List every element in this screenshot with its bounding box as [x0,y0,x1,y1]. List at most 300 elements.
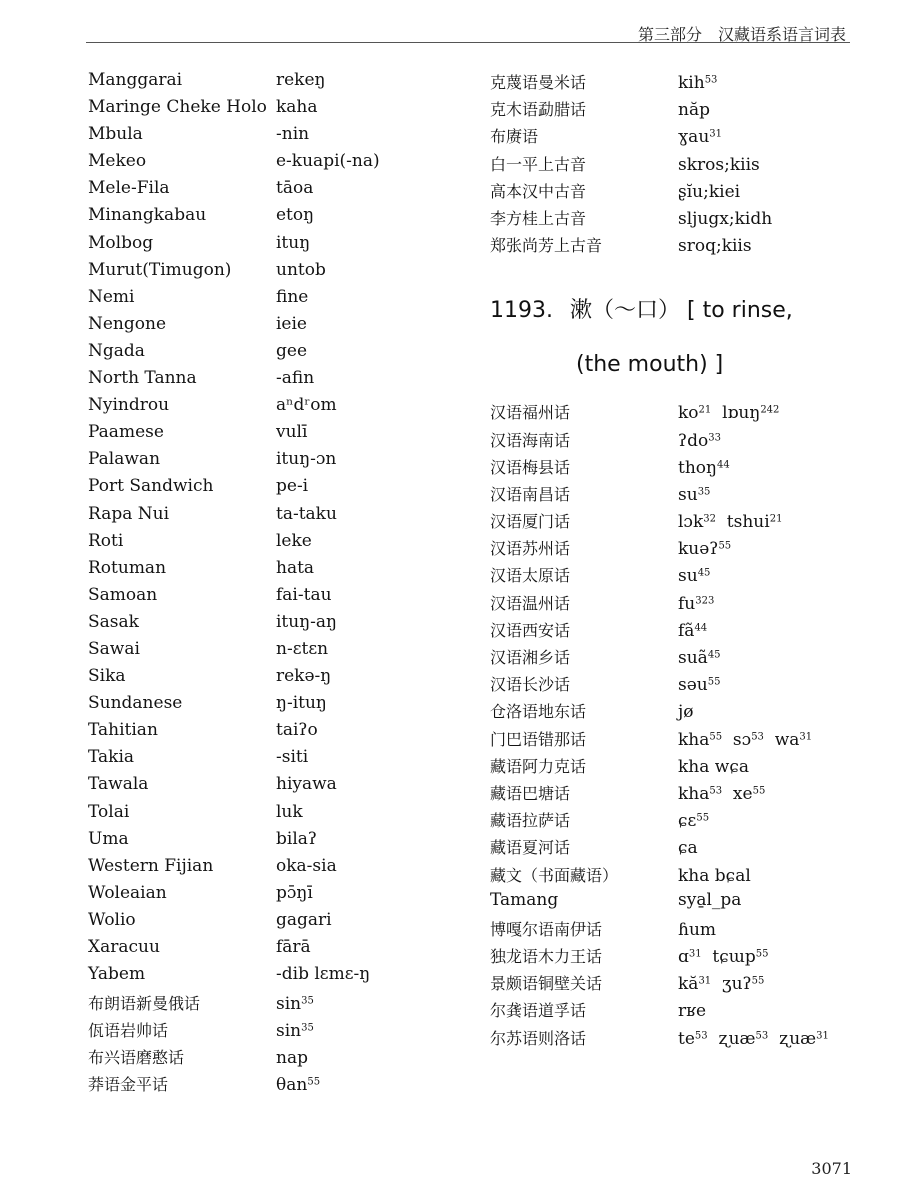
word-form [276,829,317,849]
list-item [490,152,850,179]
tone-mark: 21 [769,513,783,525]
language-name: 藏语巴塘话 [490,783,571,803]
form-text: te [678,1028,695,1049]
language-name: Roti [88,530,124,551]
word-form [276,260,326,280]
word-form [276,504,337,524]
word-form [678,648,721,668]
language-name: Manggarai [88,70,183,90]
list-item [88,910,448,937]
word-form [276,639,328,659]
form-text: kha [678,783,710,804]
form-text: fã [678,620,695,641]
form-text: -afin [276,368,315,389]
word-form [678,675,720,695]
form-text: ʐuæ [768,1028,817,1049]
language-name: Port Sandwich [88,476,214,497]
form-text: ɕa [678,838,698,859]
form-text: ʔdo [678,430,709,451]
language-name: 郑张尚芳上古音 [490,236,603,256]
word-form [678,458,730,478]
language-name: 克蔑语曼米话 [490,73,587,92]
word-form [276,937,311,957]
list-item [88,1072,448,1099]
form-text: rekeŋ [276,70,326,90]
word-form [678,431,721,451]
language-name: Woleaian [88,882,167,903]
list-item [490,618,850,645]
form-text: oka-sia [276,855,337,876]
list-item [88,774,448,801]
word-form [276,994,314,1014]
language-name: Nengone [88,313,167,334]
language-name: Takia [88,747,135,768]
list-item [88,612,448,639]
language-name: Mbula [88,124,143,145]
list-item [490,971,850,998]
list-item [490,835,850,862]
list-item [490,727,850,754]
list-item [490,998,850,1025]
language-name: Tawala [88,774,149,795]
tone-mark: 323 [695,595,715,607]
language-name: 汉语南昌话 [490,484,571,504]
form-text: kuəʔ [678,539,719,560]
list-item [490,808,850,835]
language-name: 汉语温州话 [490,593,571,613]
form-text: jø [678,702,694,723]
list-item [88,1018,448,1045]
word-form [678,209,772,229]
form-text: fu [678,593,696,614]
list-item [88,585,448,612]
list-item [490,206,850,233]
form-text: sin [276,1021,302,1042]
list-item [88,70,448,97]
form-text: səu [678,675,708,696]
list-item [490,179,850,206]
list-item [88,802,448,829]
list-item [490,672,850,699]
list-item [88,558,448,585]
word-form [276,964,370,984]
word-form [678,512,782,532]
form-text: -nin [276,124,310,145]
language-name: 仓洛语地东话 [490,702,587,722]
language-name: 汉语梅县话 [490,457,571,477]
word-form [276,70,326,90]
word-form [276,856,337,876]
list-item [490,591,850,618]
word-form [276,178,313,198]
language-name: 藏文（书面藏语） [490,865,619,885]
entry-gloss-line1: [ to rinse, [687,298,793,324]
list-item [490,124,850,151]
language-name: Sika [88,666,126,687]
form-text: năp [678,100,710,121]
language-name: Mekeo [88,151,147,172]
list-item [88,476,448,503]
language-name: 汉语湘乡话 [490,648,571,667]
form-text: xe [722,783,753,804]
word-form [276,693,327,713]
form-text: ɣau [678,127,710,148]
list-item [88,151,448,178]
language-name: North Tanna [88,368,197,389]
form-text: ʒuʔ [711,974,752,995]
form-text: ieie [276,313,307,334]
list-item [88,531,448,558]
word-form [678,974,764,994]
tone-mark: 35 [301,1022,314,1034]
form-text: θan [276,1075,308,1096]
word-form [678,702,694,722]
entry-headword: 漱（～口） [569,298,680,324]
form-text: lɔk [678,512,704,533]
language-name: 尔龚语道孚话 [490,1001,587,1021]
list-item [88,964,448,991]
form-text: gagari [276,909,332,930]
tone-mark: 55 [755,948,769,960]
word-form [276,395,337,415]
list-item [88,883,448,910]
language-name: 藏语夏河话 [490,838,571,858]
tone-mark: 53 [704,74,718,86]
form-text: fārā [276,937,311,957]
form-text: ta-taku [276,503,337,524]
language-name: Samoan [88,584,158,605]
word-form [276,97,318,117]
list-item [88,504,448,531]
form-text: ŋ-ituŋ [276,693,327,714]
tone-mark: 55 [718,540,732,552]
form-text: -dib lɛmɛ-ŋ [276,964,371,985]
language-name: 李方桂上古音 [490,208,587,228]
word-form [276,124,309,144]
list-item [88,829,448,856]
word-form [276,1075,320,1095]
word-form [276,205,314,225]
form-text: fai-tau [276,584,332,605]
header-rule [86,42,850,43]
language-name: 布朗语新曼俄话 [88,994,201,1014]
word-form [678,866,751,886]
tone-mark: 45 [707,649,721,661]
language-name: 白一平上古音 [490,154,587,174]
form-text: gee [276,340,308,361]
word-form [678,485,710,505]
form-text: n-ɛtɛn [276,638,329,659]
form-text: -siti [276,747,309,768]
language-name: 汉语太原话 [490,566,571,586]
language-name: 汉语苏州话 [490,539,571,559]
list-item [88,260,448,287]
form-text: ko [678,403,699,424]
word-form [678,155,760,175]
form-text: aⁿdʳom [276,395,337,416]
language-name: Minangkabau [88,205,207,226]
list-item [88,368,448,395]
word-form [678,100,710,120]
tone-mark: 55 [751,975,765,987]
form-text: kă [678,974,699,995]
word-form [678,890,741,910]
tone-mark: 53 [709,785,723,797]
word-form [276,585,332,605]
list-item [88,639,448,666]
language-name: Xaracuu [88,937,160,957]
language-name: Mele-Fila [88,178,170,199]
list-item [490,645,850,672]
form-text: untob [276,259,326,280]
form-text: taiʔo [276,720,318,741]
tone-mark: 33 [708,432,721,443]
entry-1193-list [490,400,850,1053]
language-name: 佤语岩帅话 [88,1021,169,1041]
running-header: 第三部分 汉藏语系语言词表 [637,25,846,44]
language-name: Rotuman [88,557,167,578]
form-text: tshui [716,512,770,533]
word-form [276,531,312,551]
form-text: sya̱l_pa [678,889,742,910]
list-item [88,422,448,449]
language-name: 莽语金平话 [88,1075,169,1095]
form-text: sin [276,994,302,1015]
word-form [678,784,765,804]
word-form [276,802,303,822]
language-name: Nemi [88,286,135,307]
word-form [276,883,313,903]
form-text: pe-i [276,476,309,497]
tone-mark: 32 [703,513,716,525]
list-item [88,395,448,422]
form-text: ɦum [678,919,717,940]
form-text: ituŋ-ɔn [276,449,337,470]
entry-gloss-line2: (the mouth) ] [576,352,724,378]
word-form [276,287,308,307]
word-form [276,774,337,794]
language-name: Uma [88,828,129,849]
tone-mark: 53 [751,731,764,743]
form-text: thoŋ [678,457,717,478]
word-form [678,838,698,858]
form-text: kha wɕa [678,756,749,777]
page-number: 3071 [811,1159,852,1178]
form-text: lɒuŋ [711,403,761,424]
tone-mark: 35 [301,995,314,1007]
language-name: 汉语长沙话 [490,675,571,695]
language-name: Wolio [88,909,136,930]
tone-mark: 242 [760,404,780,416]
word-form [276,476,308,496]
word-form [678,1029,829,1049]
form-text: ituŋ [276,232,311,253]
list-item [88,205,448,232]
list-item [88,856,448,883]
language-name: 布兴语磨憨话 [88,1048,185,1068]
tone-mark: 55 [307,1076,321,1088]
tone-mark: 31 [698,975,712,987]
tone-mark: 31 [688,948,702,960]
language-name: Ngada [88,340,145,361]
list-item [88,937,448,964]
form-text: tɕɯp [701,947,756,968]
language-name: 布赓语 [490,127,539,147]
list-item [88,720,448,747]
language-name: Palawan [88,449,161,470]
tone-mark: 44 [694,622,708,634]
form-text: kha bɕal [678,865,751,886]
list-item [88,314,448,341]
language-name: 景颇语铜壁关话 [490,974,603,994]
form-text: fine [276,286,309,307]
list-item [490,70,850,97]
list-item [490,699,850,726]
form-text: rekə-ŋ [276,666,332,687]
list-item [88,1045,448,1072]
language-name: Molbog [88,232,154,253]
form-text: ɕɛ [678,811,697,832]
word-form [276,910,332,930]
language-name: Rapa Nui [88,503,170,524]
word-form [276,666,331,686]
form-text: suã [678,648,708,668]
tone-mark: 31 [709,128,723,140]
word-form [276,612,337,632]
word-form [276,449,336,469]
list-item [490,428,850,455]
left-column [88,70,448,1100]
word-form [276,151,380,171]
language-name: Sasak [88,611,139,632]
word-form [678,73,717,93]
tone-mark: 55 [709,731,723,743]
form-text: hata [276,557,315,578]
language-name: Sundanese [88,693,183,714]
list-item [88,341,448,368]
list-item [490,97,850,124]
form-text: sroq;kiis [678,236,752,257]
word-form [678,566,710,586]
word-form [678,621,707,641]
form-text: kih [678,73,705,93]
list-item [88,178,448,205]
language-name: Yabem [88,964,146,985]
tone-mark: 53 [694,1030,708,1042]
form-text: vulī [276,422,308,443]
form-text: rʁe [678,1001,707,1022]
list-item [490,455,850,482]
language-name: Tolai [88,801,130,822]
word-form [678,920,716,940]
language-name: 门巴语错那话 [490,729,587,749]
list-item [490,536,850,563]
language-name: Nyindrou [88,395,170,416]
tone-mark: 53 [755,1030,769,1042]
language-name: 博嘎尔语南伊话 [490,919,603,939]
language-name: Tamang [490,889,559,910]
tone-mark: 44 [716,459,730,471]
word-form [276,314,307,334]
list-item [490,233,850,260]
word-form [276,1021,314,1041]
language-name: Paamese [88,422,164,443]
form-text: pɔ̄ŋī [276,882,313,903]
form-text: hiyawa [276,774,337,795]
list-item [490,781,850,808]
word-form [276,747,308,767]
language-name: Tahitian [88,720,158,741]
language-name: Sawai [88,638,140,659]
word-form [678,947,769,967]
form-text: sɔ [722,729,752,750]
language-name: Murut(Timugon) [88,259,232,280]
word-form [276,368,314,388]
list-item [490,890,850,917]
word-form [276,558,314,578]
list-item [490,509,850,536]
form-text: tāoa [276,178,314,199]
word-form [276,422,307,442]
language-name: 藏语拉萨话 [490,811,571,831]
language-name: 独龙语木力王话 [490,947,603,967]
word-form [678,182,740,202]
language-name: 克木语勐腊话 [490,100,587,120]
list-item [490,1026,850,1053]
list-item [490,863,850,890]
tone-mark: 21 [698,404,712,416]
word-form [678,539,731,559]
word-form [276,233,310,253]
form-text: ʐuæ [707,1028,756,1049]
word-form [678,1001,706,1021]
word-form [276,1048,308,1068]
form-text: wa [763,729,800,750]
form-text: kaha [276,97,318,118]
form-text: e-kuapi(-na) [276,151,380,172]
language-name: 藏语阿力克话 [490,756,587,776]
list-item [88,747,448,774]
language-name: 高本汉中古音 [490,181,587,201]
form-text: nap [276,1048,308,1069]
tone-mark: 55 [707,676,721,688]
list-item [490,482,850,509]
list-item [88,666,448,693]
form-text: ɑ [678,947,689,968]
list-item [88,233,448,260]
language-name: 汉语海南话 [490,430,571,450]
form-text: skros;kiis [678,154,760,175]
entry-heading [490,284,850,392]
word-form [678,594,714,614]
tone-mark: 55 [696,812,710,824]
word-form [678,757,749,777]
word-form [678,811,709,831]
form-text: sljugx;kidh [678,208,773,229]
form-text: ʂĭu;kiei [678,181,741,202]
language-name: Western Fijian [88,855,214,876]
form-text: ituŋ-aŋ [276,611,337,632]
form-text: su [678,566,698,587]
form-text: bilaʔ [276,828,318,849]
list-item [88,693,448,720]
language-name: Maringe Cheke Holo [88,97,267,118]
list-item [88,991,448,1018]
form-text: su [678,484,698,505]
tone-mark: 55 [752,785,766,797]
word-form [678,127,722,147]
language-name: 汉语福州话 [490,403,571,423]
